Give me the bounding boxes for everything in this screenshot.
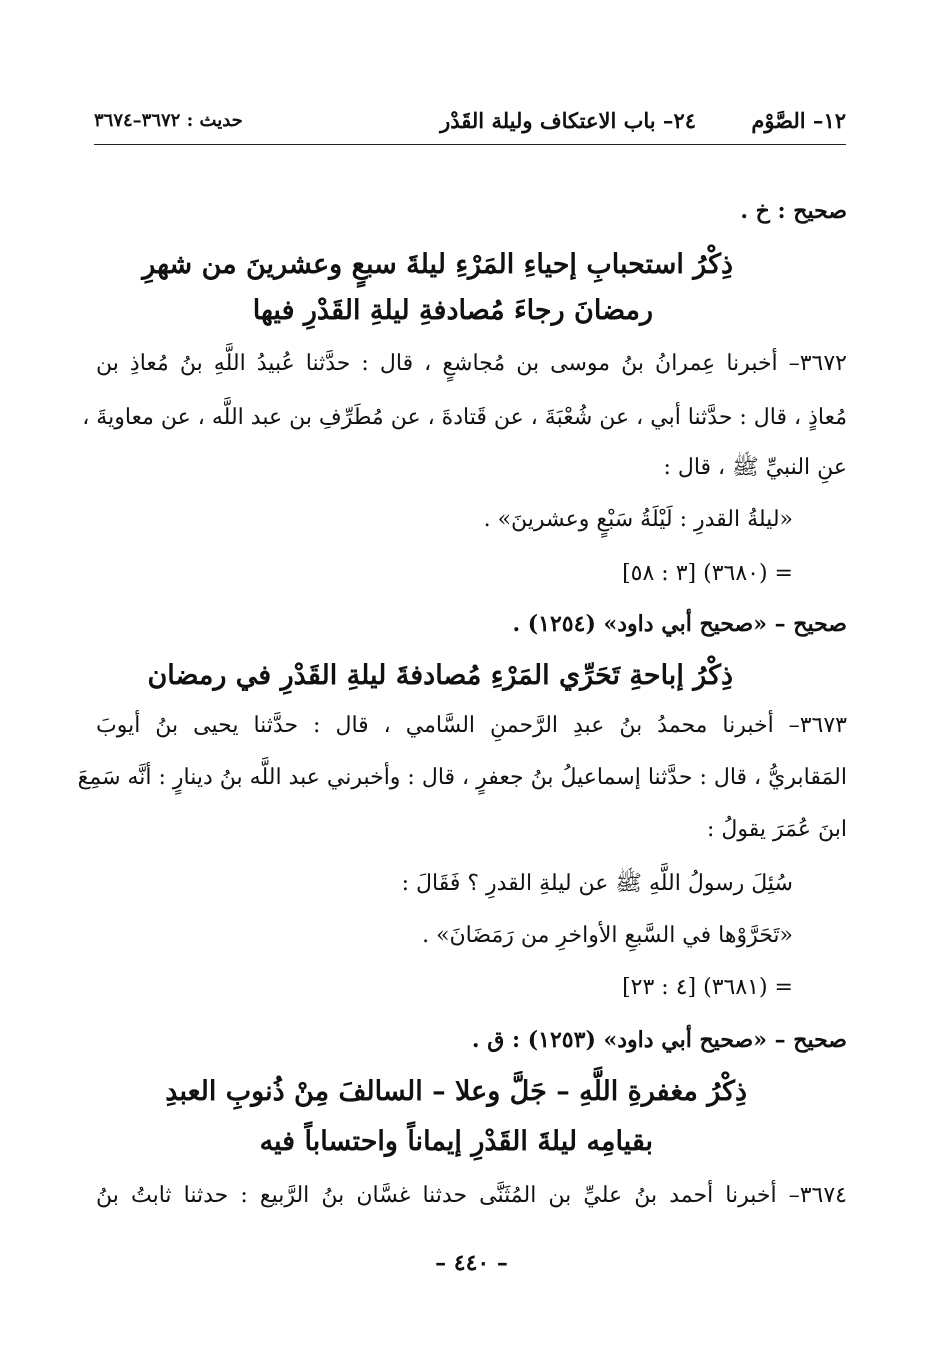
running-header (94, 104, 846, 145)
grading-line: صحيح – «صحيح أبي داود» (١٢٥٤) . (512, 611, 847, 637)
hadith-quote: «ليلةُ القدرِ : لَيْلَةُ سَبْعٍ وعشرينَ» . (483, 507, 793, 532)
cross-reference: = (٣٦٨١) [٤ : ٢٣] (622, 975, 793, 1000)
hadith-quote: «تَحَرَّوْها في السَّبعِ الأواخرِ من رَمَضَانَ» . (422, 923, 793, 948)
hadith-text-line: ٣٦٧٢– أخبرنا عِمرانُ بنُ موسى بن مُجاشعٍ ، قال : حدَّثنا عُبيدُ اللَّهِ بنُ مُعاذِ بن (96, 351, 847, 376)
book-title: ١٢– الصَّوْم (751, 108, 846, 133)
section-heading: ذِكْرُ إباحةِ تَحَرِّي المَرْءِ مُصادفةَ ليلةِ القَدْرِ في رمضان (147, 660, 733, 691)
hadith-quote: سُئِلَ رسولُ اللَّهِ ﷺ عن ليلةِ القدرِ ؟ فَقَالَ : (401, 871, 793, 896)
hadith-text-line: ٣٦٧٤– أخبرنا أحمد بنُ عليِّ بن المُثَنَّى حدثنا غسَّان بنُ الرَّبيع : حدثنا ثابتُ بنُ (96, 1183, 847, 1208)
section-heading: ذِكْرُ استحبابِ إحياءِ المَرْءِ ليلةَ سبعٍ وعشرينَ من شهرِ (142, 249, 733, 280)
grading-line: صحيح : خ . (740, 198, 847, 224)
hadith-range: حديث : ٣٦٧٢–٣٦٧٤ (94, 110, 243, 131)
section-heading: بقيامِه ليلةَ القَدْرِ إيماناً واحتساباً فيه (259, 1126, 653, 1157)
hadith-text-line: ابنَ عُمَرَ يقولُ : (707, 817, 847, 842)
hadith-text-line: ٣٦٧٣– أخبرنا محمدُ بنُ عبدِ الرَّحمنِ السَّامي ، قال : حدَّثنا يحيى بنُ أيوبَ (96, 713, 847, 738)
grading-line: صحيح – «صحيح أبي داود» (١٢٥٣) : ق . (471, 1027, 847, 1053)
chapter-title: ٢٤– باب الاعتكاف وليلة القَدْر (440, 108, 696, 133)
hadith-text-line: مُعاذٍ ، قال : حدَّثنا أبي ، عن شُعْبَةَ ، عن قَتادةَ ، عن مُطَرِّفِ بن عبد اللَّه ، عن معاويةَ ، (82, 405, 847, 430)
hadith-text-line: المَقابريُّ ، قال : حدَّثنا إسماعيلُ بنُ جعفرٍ ، قال : وأخبرني عبد اللَّه بنُ دينارٍ : أنَّه سَمِعَ (77, 765, 847, 790)
section-heading: ذِكْرُ مغفرةِ اللَّهِ – جَلَّ وعلا – السالفَ مِنْ ذُنوبِ العبدِ (165, 1076, 747, 1107)
cross-reference: = (٣٦٨٠) [٣ : ٥٨] (622, 561, 793, 586)
page-number: – ٤٤٠ – (435, 1250, 508, 1276)
section-heading: رمضانَ رجاءَ مُصادفةِ ليلةِ القَدْرِ فيها (252, 295, 653, 326)
hadith-text-line: عنِ النبيِّ ﷺ ، قال : (663, 455, 847, 480)
